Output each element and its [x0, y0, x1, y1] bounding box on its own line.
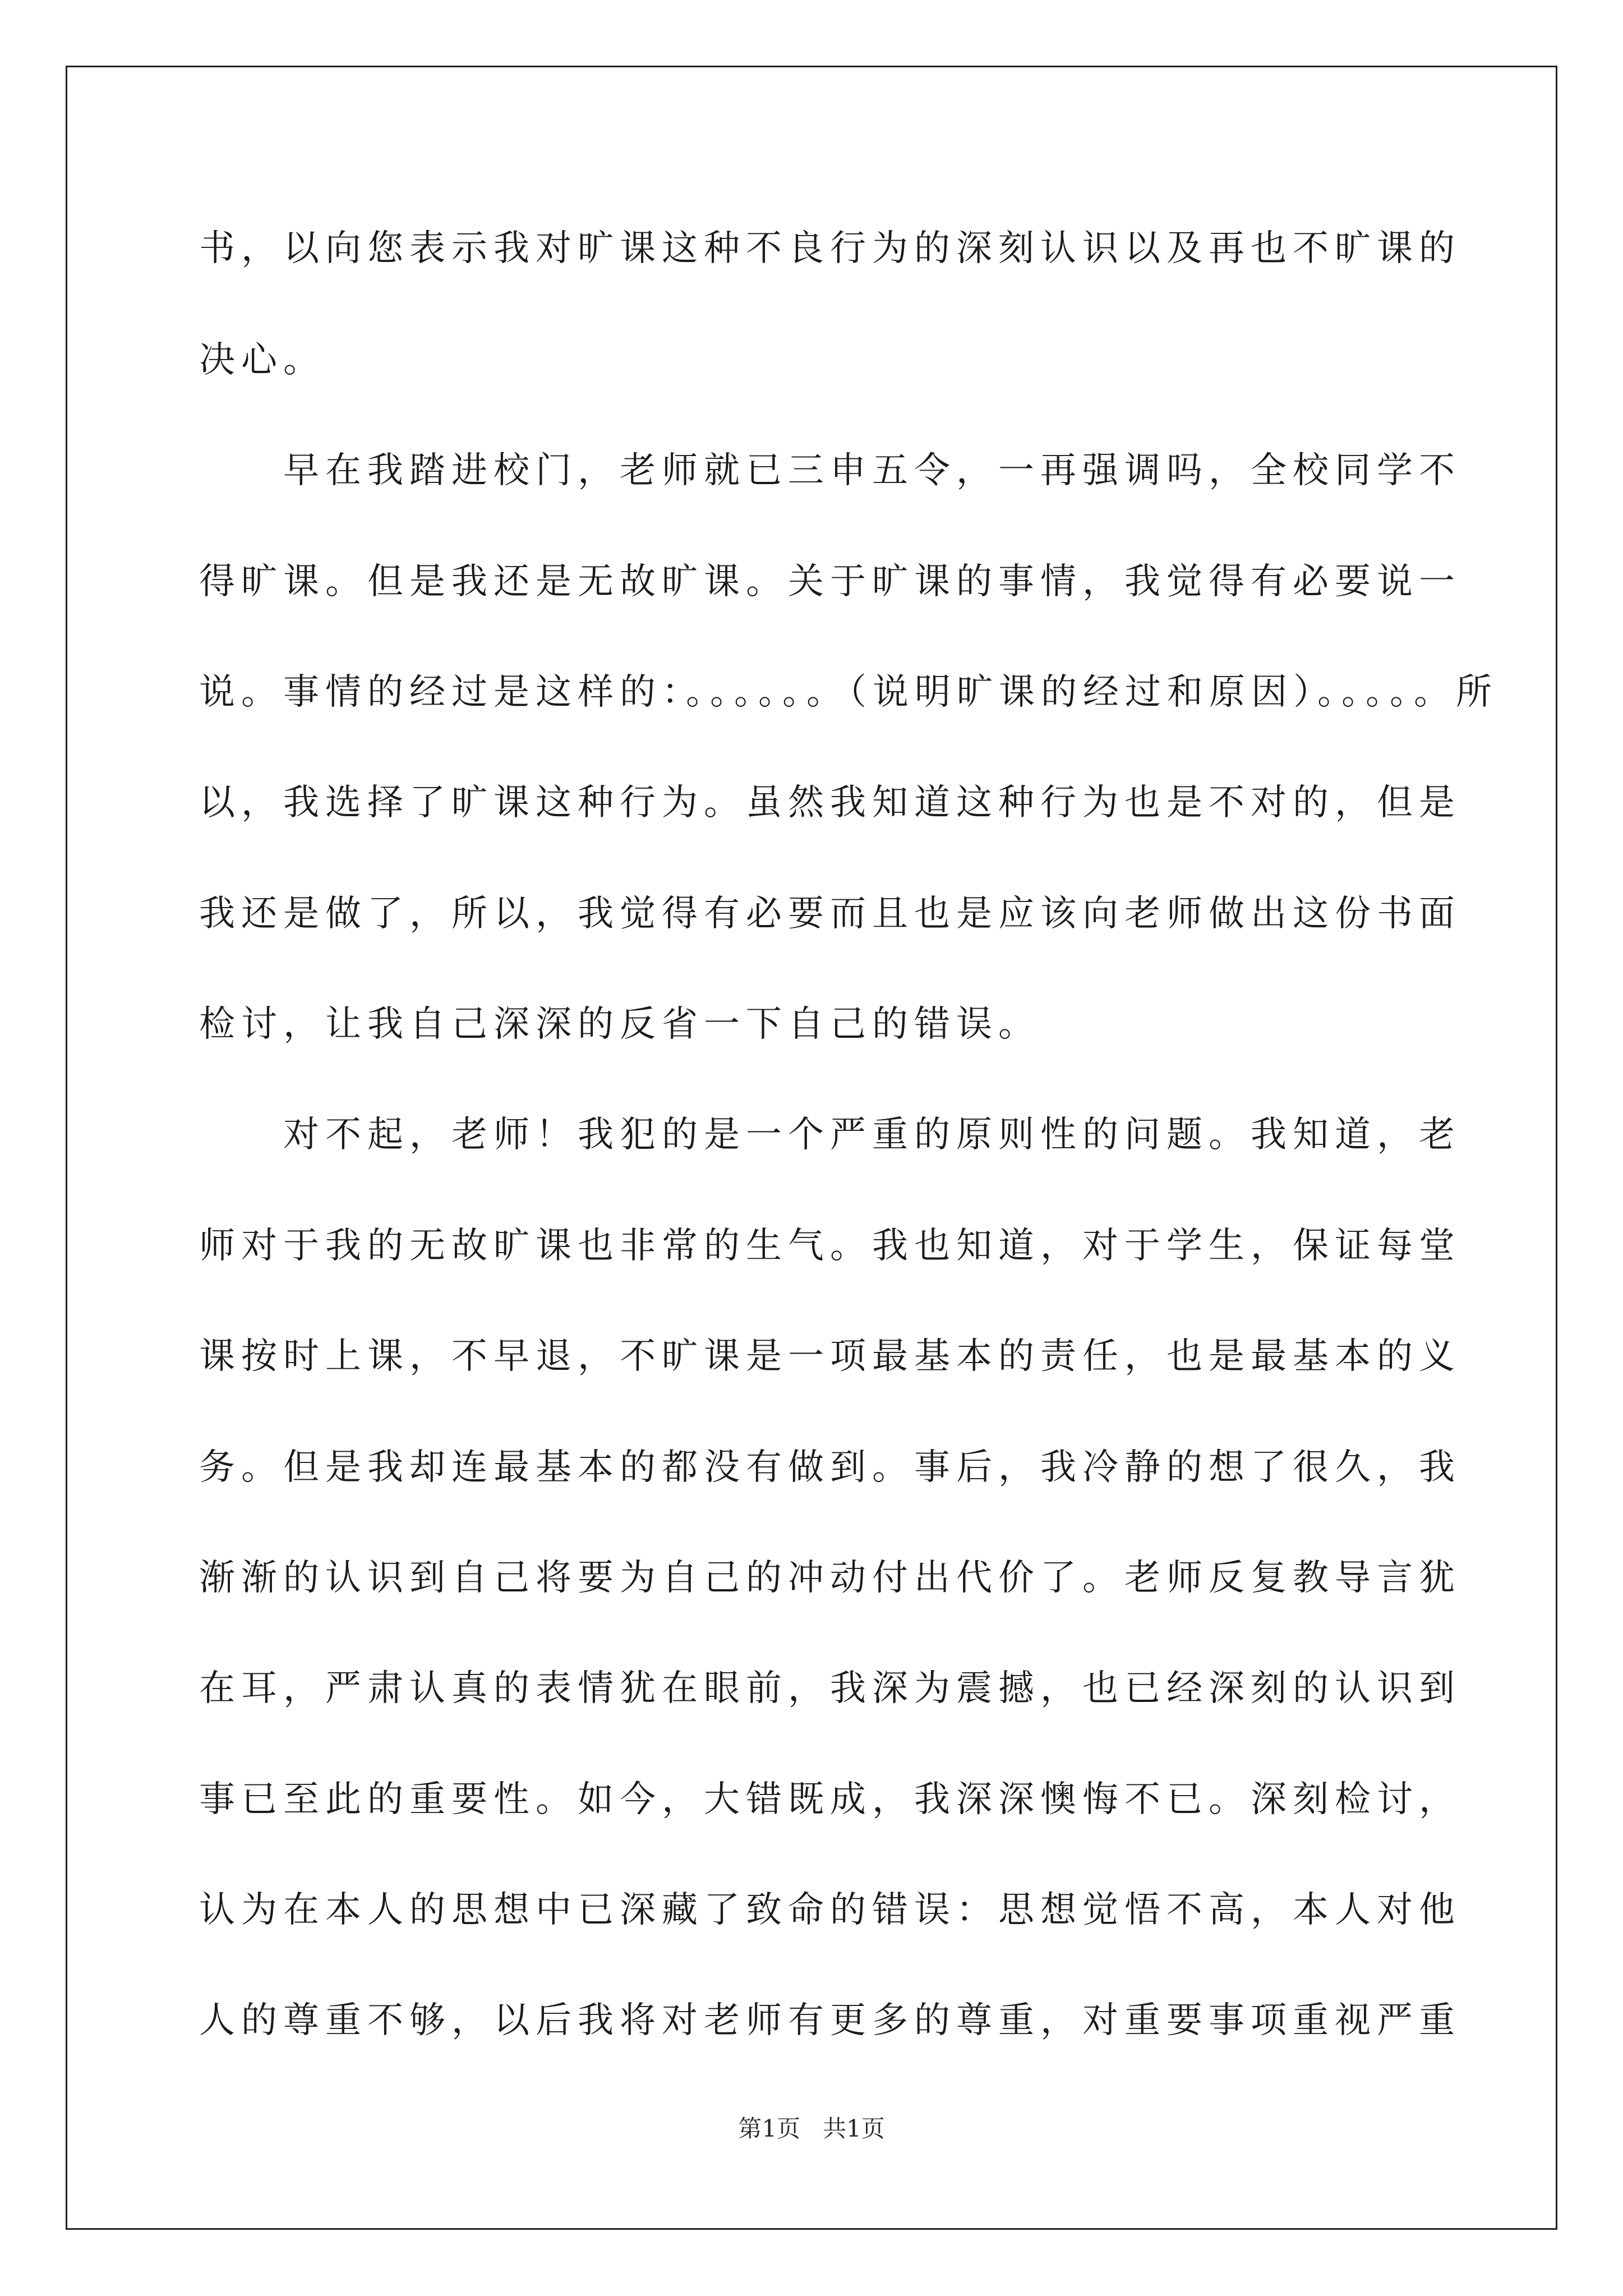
text-line: 事已至此的重要性。如今，大错既成，我深深懊悔不已。深刻检讨，	[199, 1779, 1461, 1820]
text-line: 渐渐的认识到自己将要为自己的冲动付出代价了。老师反复教导言犹	[199, 1557, 1461, 1599]
text-line: 得旷课。但是我还是无故旷课。关于旷课的事情，我觉得有必要说一	[199, 561, 1461, 602]
text-line: 我还是做了，所以，我觉得有必要而且也是应该向老师做出这份书面	[199, 893, 1461, 935]
text-line: 认为在本人的思想中已深藏了致命的错误：思想觉悟不高，本人对他	[199, 1889, 1461, 1931]
text-line: 务。但是我却连最基本的都没有做到。事后，我冷静的想了很久，我	[199, 1447, 1461, 1488]
text-line: 在耳，严肃认真的表情犹在眼前，我深为震撼，也已经深刻的认识到	[199, 1668, 1461, 1709]
text-line: 检讨，让我自己深深的反省一下自己的错误。	[199, 1004, 1040, 1045]
text-line: 说。事情的经过是这样的：。。。。。。（说明旷课的经过和原因）。。。。。所	[199, 671, 1498, 713]
text-line: 决心。	[199, 339, 325, 381]
paragraph-start-line: 对不起，老师！我犯的是一个严重的原则性的问题。我知道，老	[283, 1114, 1461, 1156]
text-line: 人的尊重不够，以后我将对老师有更多的尊重，对重要事项重视严重	[199, 2000, 1461, 2041]
text-line: 以，我选择了旷课这种行为。虽然我知道这种行为也是不对的，但是	[199, 782, 1461, 823]
paragraph-start-line: 早在我踏进校门，老师就已三申五令，一再强调吗，全校同学不	[283, 450, 1461, 491]
text-line: 书，以向您表示我对旷课这种不良行为的深刻认识以及再也不旷课的	[199, 228, 1461, 269]
text-line: 师对于我的无故旷课也非常的生气。我也知道，对于学生，保证每堂	[199, 1225, 1461, 1267]
text-line: 课按时上课，不早退，不旷课是一项最基本的责任，也是最基本的义	[199, 1336, 1461, 1377]
page-footer: 第1页 共1页	[738, 2115, 885, 2142]
